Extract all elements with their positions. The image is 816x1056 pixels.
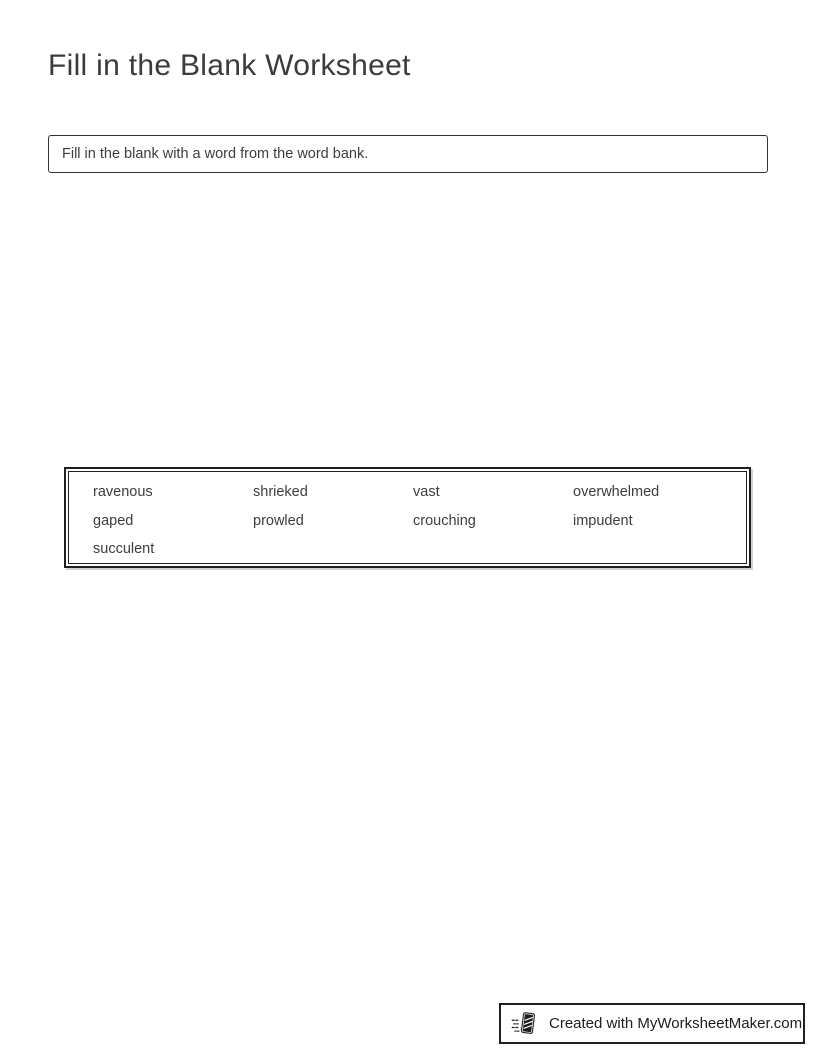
word-bank-grid [68,471,747,564]
word-bank-word: impudent [573,512,633,529]
word-bank-word: ravenous [93,484,153,501]
word-bank-word: prowled [253,512,304,529]
page-title: Fill in the Blank Worksheet [48,49,411,82]
word-bank-word: vast [413,484,440,501]
word-bank-word: gaped [93,512,134,529]
flying-worksheet-icon [511,1010,540,1037]
word-bank-word: crouching [413,512,476,529]
instruction-box [48,135,768,173]
word-bank-word: overwhelmed [573,484,660,501]
word-bank [64,467,751,568]
word-bank-word: shrieked [253,484,308,501]
instruction-text: Fill in the blank with a word from the word bank. [62,146,369,162]
footer-credit-badge[interactable] [499,1003,805,1044]
word-bank-word: succulent [93,541,155,558]
footer-credit-text: Created with MyWorksheetMaker.com [549,1015,803,1032]
